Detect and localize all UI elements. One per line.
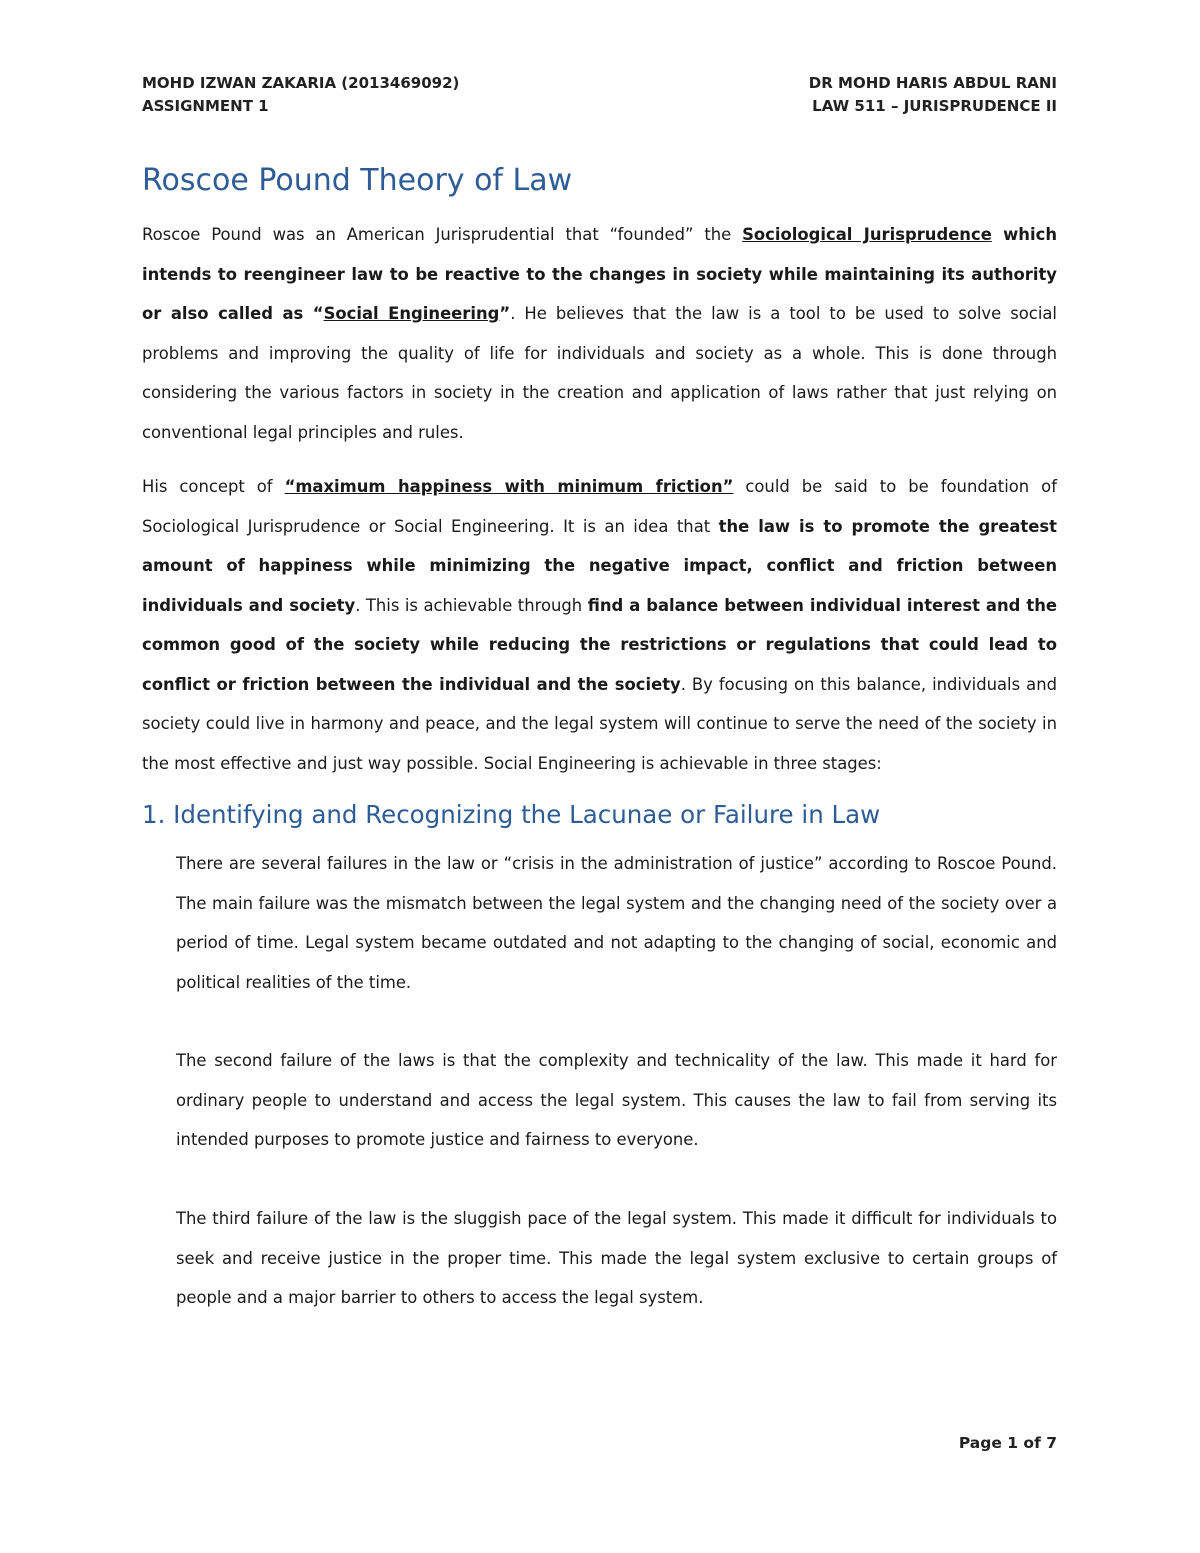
text-run: . This is achievable through [355, 595, 588, 615]
failure-paragraph-2: The second failure of the laws is that the complexity and technicality of the law. This made it hard for ordinary people to understand and access the legal system. This causes the law to fail from serving its intended purposes to promote justice and fairness to everyone. [176, 1051, 1057, 1149]
term-maximum-happiness: “maximum happiness with minimum friction” [284, 477, 734, 496]
page-number: Page 1 of 7 [958, 1434, 1057, 1452]
page-title: Roscoe Pound Theory of Law [142, 163, 573, 198]
bold-run: the law is to promote the greatest amount of happiness while minimizing the negative impact, conflict and friction between individuals and society [142, 516, 1057, 615]
failure-paragraph-3: The third failure of the law is the sluggish pace of the legal system. This made it difficult for individuals to seek and receive justice in the proper time. This made the legal system exclusive to certain groups of people and a major barrier to others to access the legal system. [176, 1209, 1057, 1307]
section-heading-1: 1. Identifying and Recognizing the Lacunae or Failure in Law [142, 800, 881, 829]
text-run: Roscoe Pound was an American Jurisprudential that “founded” the [142, 225, 743, 244]
header-right [809, 72, 1057, 118]
concept-paragraph [142, 467, 1057, 783]
text-run: could be said to be foundation of Sociological Jurisprudence or Social Engineering. It is an idea that [142, 477, 1057, 536]
course-line: LAW 511 – JURISPRUDENCE II [812, 97, 1057, 115]
bold-run: which intends to reengineer law to be reactive to the changes in society while maintaining its authority or also called as “ [142, 225, 1057, 323]
term-social-engineering: Social Engineering [323, 304, 500, 323]
intro-paragraph [142, 215, 1057, 452]
failure-paragraph-1: There are several failures in the law or “crisis in the administration of justice” according to Roscoe Pound. The main failure was the mismatch between the legal system and the changing need of the society over a period of time. Legal system became outdated and not adapting to the changing of social, economic and political realities of the time. [176, 854, 1057, 992]
assignment-line: ASSIGNMENT 1 [142, 97, 269, 115]
text-run: . By focusing on this balance, individuals and society could live in harmony and peace, and the legal system will continue to serve the need of the society in the most effective and just way possible. Social Engineering is achievable in three stages: [142, 674, 1057, 773]
term-sociological-jurisprudence: Sociological Jurisprudence [742, 225, 992, 244]
bold-run: find a balance between individual interest and the common good of the society while reducing the restrictions or regulations that could lead to conflict or friction between the individual and the society [142, 595, 1057, 694]
header-left [142, 72, 459, 118]
lecturer-line: DR MOHD HARIS ABDUL RANI [808, 74, 1057, 92]
author-line: MOHD IZWAN ZAKARIA (2013469092) [142, 74, 460, 92]
bold-run: ” [499, 304, 511, 323]
text-run: His concept of [142, 477, 285, 496]
text-run: . He believes that the law is a tool to be used to solve social problems and improving the quality of life for individuals and society as a whole. This is done through considering the various factors in society in the creation and application of laws rather that just relying on conventional legal principles and rules. [142, 304, 1057, 442]
